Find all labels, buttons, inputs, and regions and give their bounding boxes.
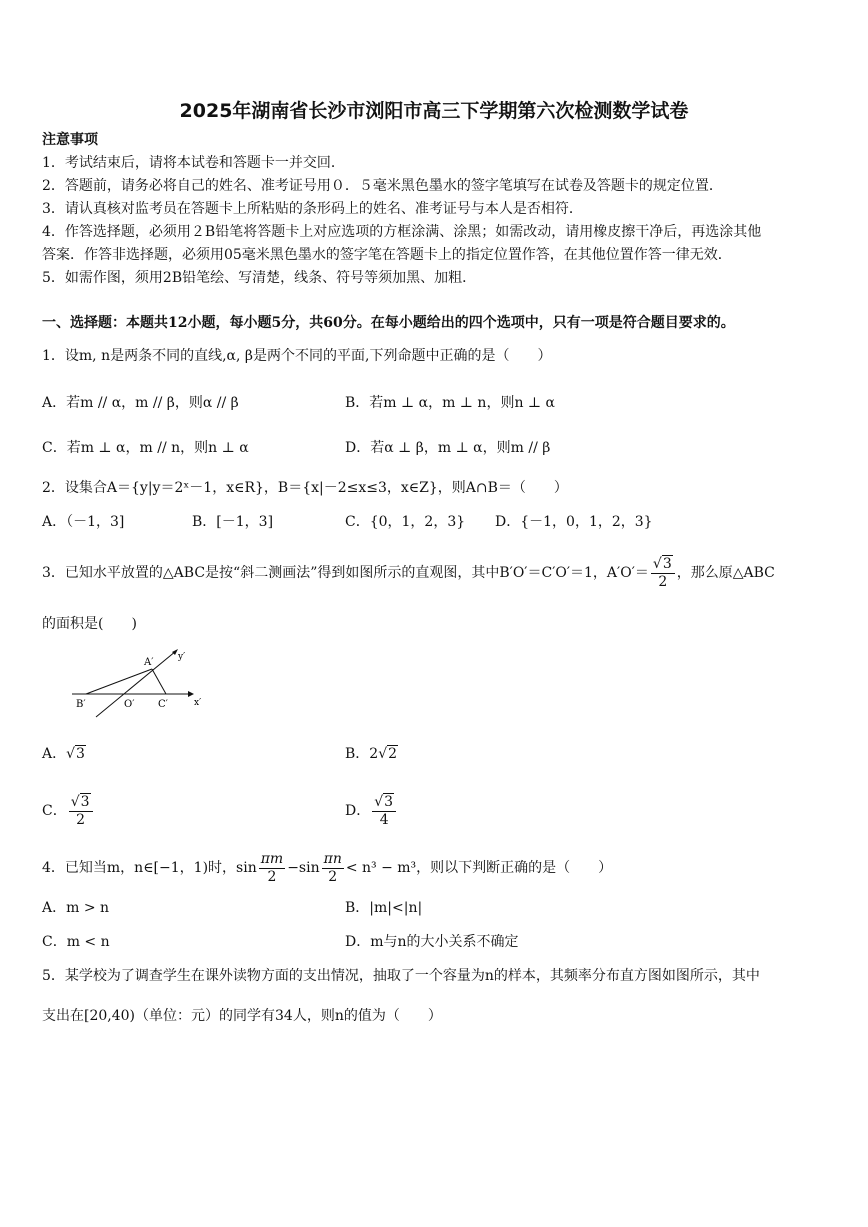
- question-5-stem-continued: 支出在[20,40)（单位：元）的同学有34人，则n的值为（ ）: [42, 1008, 442, 1024]
- question-1-stem: 1．设m, n是两条不同的直线,α, β是两个不同的平面,下列命题中正确的是（ ）: [42, 348, 552, 364]
- question-3-option-a: [42, 745, 86, 763]
- note-item: 5．如需作图，须用2B铅笔绘、写清楚，线条、符号等须加黑、加粗．: [42, 270, 477, 286]
- page-title: 2025年湖南省长沙市浏阳市高三下学期第六次检测数学试卷: [179, 100, 689, 122]
- question-2-option-a: A．（－1，3]: [42, 514, 125, 530]
- fraction-numerator: 3: [80, 793, 90, 810]
- fraction-denominator: 2: [76, 811, 86, 828]
- segment-ba: [86, 669, 152, 694]
- fraction-denominator: 2: [328, 868, 338, 885]
- sqrt-expression: √3: [66, 746, 85, 762]
- fraction-denominator: 2: [658, 573, 668, 590]
- question-1-option-c: C．若m ⊥ α，m // n，则n ⊥ α: [42, 440, 249, 456]
- fraction: [259, 851, 285, 886]
- question-2-stem: 2．设集合A＝{y|y＝2ˣ－1，x∈R}，B＝{x|－2≤x≤3，x∈Z}，则A∩B＝（ ）: [42, 480, 568, 496]
- question-4-option-c: C．m < n: [42, 934, 110, 950]
- fraction-numerator: πm: [260, 850, 284, 867]
- fraction: [322, 851, 344, 886]
- question-1-option-a: A．若m // α，m // β，则α // β: [42, 395, 239, 411]
- x-axis-arrow: [188, 691, 194, 697]
- fraction: $\frac{√3}{2}$: [69, 794, 93, 829]
- notes-heading: 注意事项: [42, 132, 98, 148]
- minus-sin: −sin: [287, 860, 320, 876]
- segment-ac: [152, 669, 166, 694]
- question-3-stem-text: 3．已知水平放置的△ABC是按“斜二测画法”得到如图所示的直观图，其中B′O′＝C′O′＝1，A′O′＝: [42, 565, 649, 581]
- label-c: C′: [158, 699, 168, 710]
- question-1-option-d: D．若α ⊥ β，m ⊥ α，则m // β: [345, 440, 551, 456]
- note-item: 4．作答选择题，必须用２B铅笔将答题卡上对应选项的方框涂满、涂黑；如需改动，请用橡皮擦干净后，再选涂其他: [42, 224, 762, 240]
- fraction-numerator: 3: [662, 555, 672, 572]
- question-2-option-c: C．{0，1，2，3}: [345, 514, 466, 530]
- note-item: 2．答题前，请务必将自己的姓名、准考证号用０．５毫米黑色墨水的签字笔填写在试卷及答题卡的规定位置．: [42, 178, 723, 194]
- label-x: x′: [194, 698, 202, 708]
- fraction-numerator: 3: [384, 793, 394, 810]
- option-label: C．: [42, 803, 67, 819]
- question-4-stem-tail: < n³ − m³，则以下判断正确的是（ ）: [345, 860, 613, 876]
- question-3-option-d: [345, 790, 398, 832]
- question-2-option-d: D．{－1，0，1，2，3}: [495, 514, 653, 530]
- note-item: 1．考试结束后，请将本试卷和答题卡一并交回．: [42, 155, 345, 171]
- label-o: O′: [124, 699, 135, 710]
- note-item: 答案．作答非选择题，必须用05毫米黑色墨水的签字笔在答题卡上的指定位置作答，在其他位置作答一律无效．: [42, 247, 732, 263]
- option-label: A．: [42, 746, 67, 762]
- question-2-option-b: B．[－1，3]: [192, 514, 274, 530]
- radicand: 2: [388, 746, 398, 762]
- question-3-option-b: [345, 745, 398, 763]
- question-4-stem: [42, 847, 612, 889]
- question-4-option-a: A．m > n: [42, 900, 110, 916]
- sqrt3-over-2-fraction: $\frac{√3}{2}$: [651, 556, 675, 591]
- section-heading: 一、选择题：本题共12小题，每小题5分，共60分。在每小题给出的四个选项中，只有一项是符合题目要求的。: [42, 315, 735, 331]
- question-3-stem: [42, 553, 775, 593]
- question-3-option-c: [42, 790, 95, 832]
- option-label: D．: [345, 803, 371, 819]
- fraction-denominator: 4: [379, 811, 389, 828]
- label-b: B′: [76, 699, 86, 710]
- question-3-stem-tail: ，那么原△ABC: [676, 565, 775, 581]
- fraction: $\frac{√3}{4}$: [372, 794, 396, 829]
- question-4-option-d: D．m与n的大小关系不确定: [345, 934, 519, 950]
- note-item: 3．请认真核对监考员在答题卡上所粘贴的条形码上的姓名、准考证号与本人是否相符．: [42, 201, 583, 217]
- fraction-denominator: 2: [267, 868, 277, 885]
- option-label: B．2: [345, 746, 379, 762]
- question-4-stem-text: 4．已知当m，n∈[−1，1)时，sin: [42, 860, 257, 876]
- label-y: y′: [178, 652, 186, 662]
- radicand: 3: [76, 746, 85, 762]
- oblique-projection-figure: [66, 645, 206, 720]
- question-3-stem-end: 的面积是( ): [42, 616, 137, 632]
- question-1-option-b: B．若m ⊥ α，m ⊥ n，则n ⊥ α: [345, 395, 555, 411]
- question-4-option-b: B．|m|<|n|: [345, 900, 423, 916]
- label-a: A′: [144, 657, 154, 668]
- sqrt-expression: √2: [378, 746, 398, 762]
- question-5-stem: 5．某学校为了调查学生在课外读物方面的支出情况，抽取了一个容量为n的样本，其频率分布直方图如图所示，其中: [42, 968, 760, 984]
- fraction-numerator: πn: [323, 850, 342, 867]
